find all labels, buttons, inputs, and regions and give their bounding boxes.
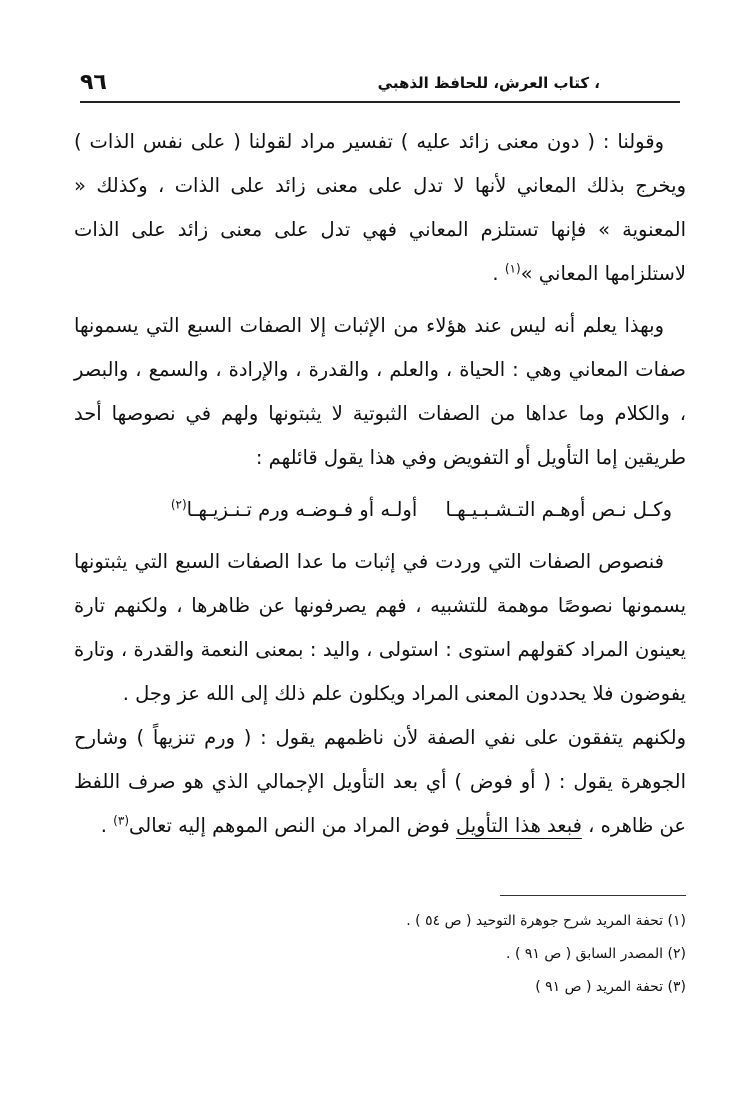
footnote-3: (٣) تحفة المريد ( ص ٩١ )	[535, 979, 686, 995]
paragraph-1	[74, 120, 686, 296]
footnotes	[300, 905, 686, 1004]
footnote-ref-1: (١)	[504, 261, 521, 276]
footnote-ref-3: (٣)	[113, 813, 129, 828]
verse-first-hemistich: وكـل نـص أوهـم التـشـبـيـهـا	[445, 498, 672, 521]
underlined-phrase: فبعد هذا التأويل	[455, 814, 582, 837]
footnote-divider	[500, 895, 686, 896]
page-number: ٩٦	[80, 70, 107, 95]
paragraph-1-text: وقولنا : ( دون معنى زائد عليه ) تفسير مراد لقولنا ( على نفس الذات ) ويخرج بذلك المعاني لأنها لا تدل على معنى زائد على الذات ، وكذلك « المعنوية » فإنها تستلزم المعاني فهي تدل على معنى زائد على الذات لاستلزامها المعاني »	[74, 130, 686, 285]
paragraph-3: فنصوص الصفات التي وردت في إثبات ما عدا الصفات السبع التي يثبتونها يسمونها نصوصًا موهمة للتشبيه ، فهم يصرفونها عن ظاهرها ، ولكنهم تارة يعينون المراد كقولهم استوى : استولى ، واليد : بمعنى النعمة والقدرة ، وتارة يفوضون فلا يحددون المعنى المراد ويكلون علم ذلك إلى الله عز وجل .	[74, 550, 686, 705]
verse-second-hemistich: أولـه أو فـوضـه ورم تـنـزيـهـا	[186, 498, 418, 521]
page-header	[80, 70, 680, 100]
paragraph-2: وبهذا يعلم أنه ليس عند هؤلاء من الإثبات إلا الصفات السبع التي يسمونها صفات المعاني وهي : الحياة ، والعلم ، والقدرة ، والإرادة ، والسمع ، والبصر ، والكلام وما عداها من الصفات الثبوتية لا يثبتونها ولهم في نصوصها أحد طريقين إما التأويل أو التفويض وفي هذا يقول قائلهم :	[74, 314, 686, 469]
footnote-1: (١) تحفة المريد شرح جوهرة التوحيد ( ص ٥٤ ) .	[406, 913, 686, 929]
poem-verse	[74, 488, 686, 532]
header-divider	[80, 101, 680, 103]
footnote-2: (٢) المصدر السابق ( ص ٩١ ) .	[506, 946, 686, 962]
footnote-ref-2: (٢)	[170, 497, 187, 512]
paragraph-4	[74, 716, 686, 848]
paragraph-4-rest: فوض المراد من النص الموهم إليه تعالى	[129, 814, 456, 837]
paragraph-4-text: ولكنهم يتفقون على نفي الصفة لأن ناظمهم يقول : ( ورم تنزيهاً ) وشارح الجوهرة يقول : ( أو فوض ) أي بعد التأويل الإجمالي الذي هو صرف اللفظ عن ظاهره ،	[74, 726, 686, 837]
main-text	[74, 120, 686, 848]
paragraph-1-end: .	[492, 262, 505, 285]
paragraph-4-end: .	[100, 814, 114, 837]
running-title: ، كتاب العرش، للحافظ الذهبي	[377, 74, 600, 92]
